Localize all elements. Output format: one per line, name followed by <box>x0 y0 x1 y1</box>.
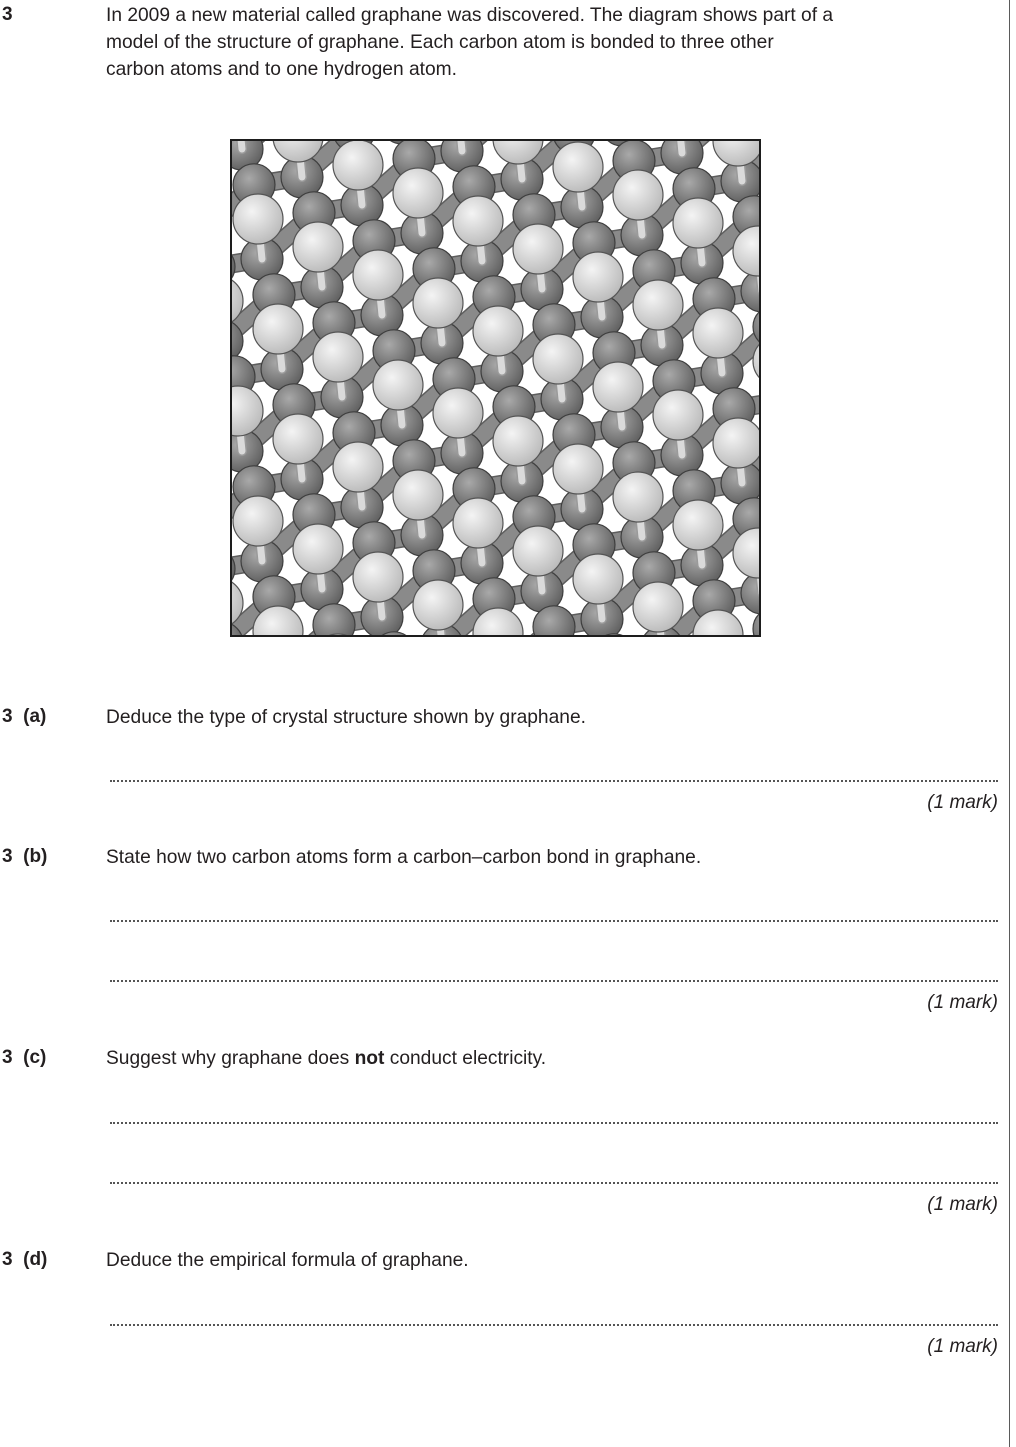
page-edge <box>1009 0 1011 1447</box>
hydrogen-atom <box>553 142 603 192</box>
part-d-label: 3 (d) <box>2 1249 48 1270</box>
hydrogen-atom <box>473 306 523 356</box>
hydrogen-atom <box>633 280 683 330</box>
hydrogen-atom <box>573 554 623 604</box>
part-d-mark: (1 mark) <box>927 1336 998 1357</box>
hydrogen-atom <box>513 224 563 274</box>
hydrogen-atom <box>393 168 443 218</box>
part-b-mark: (1 mark) <box>927 992 998 1013</box>
hydrogen-atom <box>333 141 383 190</box>
intro-line: carbon atoms and to one hydrogen atom. <box>106 59 457 80</box>
hydrogen-atom <box>313 332 363 382</box>
hydrogen-atom <box>513 526 563 576</box>
part-a-question: Deduce the type of crystal structure shown by graphane. <box>106 707 586 728</box>
hydrogen-atom <box>553 444 603 494</box>
hydrogen-atom <box>673 198 723 248</box>
part-a-label: 3 (a) <box>2 706 47 727</box>
hydrogen-atom <box>673 500 723 550</box>
ch-bond-highlight <box>678 141 682 153</box>
part-b-answer-line-2[interactable] <box>110 980 998 982</box>
hydrogen-atom <box>493 416 543 466</box>
graphane-diagram <box>230 139 761 637</box>
question-number: 3 <box>2 4 13 25</box>
hydrogen-atom <box>413 580 463 630</box>
part-b-answer-line-1[interactable] <box>110 920 998 922</box>
part-d-question: Deduce the empirical formula of graphane. <box>106 1250 469 1271</box>
part-c-text-before: Suggest why graphane does <box>106 1048 355 1069</box>
hydrogen-atom <box>293 222 343 272</box>
hydrogen-atom <box>593 362 643 412</box>
part-b-label: 3 (b) <box>2 846 48 867</box>
graphane-model-svg <box>232 141 759 635</box>
hydrogen-atom <box>653 390 703 440</box>
ch-bond-highlight <box>238 141 242 149</box>
hydrogen-atom <box>413 278 463 328</box>
hydrogen-atom <box>713 418 759 468</box>
hydrogen-atom <box>353 250 403 300</box>
intro-line: In 2009 a new material called graphane was discovered. The diagram shows part of a <box>106 5 834 26</box>
part-a-answer-line[interactable] <box>110 780 998 782</box>
hydrogen-atom <box>233 194 283 244</box>
hydrogen-atom <box>613 170 663 220</box>
hydrogen-atom <box>533 334 583 384</box>
hydrogen-atom <box>453 196 503 246</box>
hydrogen-atom <box>353 552 403 602</box>
part-a-mark: (1 mark) <box>927 792 998 813</box>
intro-line: model of the structure of graphane. Each carbon atom is bonded to three other <box>106 32 774 53</box>
ch-bond-highlight <box>458 141 462 151</box>
hydrogen-atom <box>293 524 343 574</box>
part-c-answer-line-2[interactable] <box>110 1182 998 1184</box>
hydrogen-atom <box>453 498 503 548</box>
hydrogen-atom <box>233 496 283 546</box>
part-c-text-after: conduct electricity. <box>384 1048 547 1069</box>
hydrogen-atom <box>633 582 683 632</box>
part-b-question: State how two carbon atoms form a carbon–carbon bond in graphane. <box>106 847 702 868</box>
hydrogen-atom <box>573 252 623 302</box>
hydrogen-atom <box>693 308 743 358</box>
part-c-label: 3 (c) <box>2 1047 47 1068</box>
hydrogen-atom <box>373 360 423 410</box>
hydrogen-atom <box>613 472 663 522</box>
hydrogen-atom <box>333 442 383 492</box>
hydrogen-atom <box>273 414 323 464</box>
part-c-emphasis: not <box>354 1048 385 1069</box>
hydrogen-atom <box>433 388 483 438</box>
part-c-question <box>106 1047 546 1071</box>
hydrogen-atom <box>713 141 759 166</box>
hydrogen-atom <box>393 470 443 520</box>
part-d-answer-line[interactable] <box>110 1324 998 1326</box>
part-c-answer-line-1[interactable] <box>110 1122 998 1124</box>
hydrogen-atom <box>253 304 303 354</box>
part-c-mark: (1 mark) <box>927 1194 998 1215</box>
question-intro <box>106 2 998 83</box>
